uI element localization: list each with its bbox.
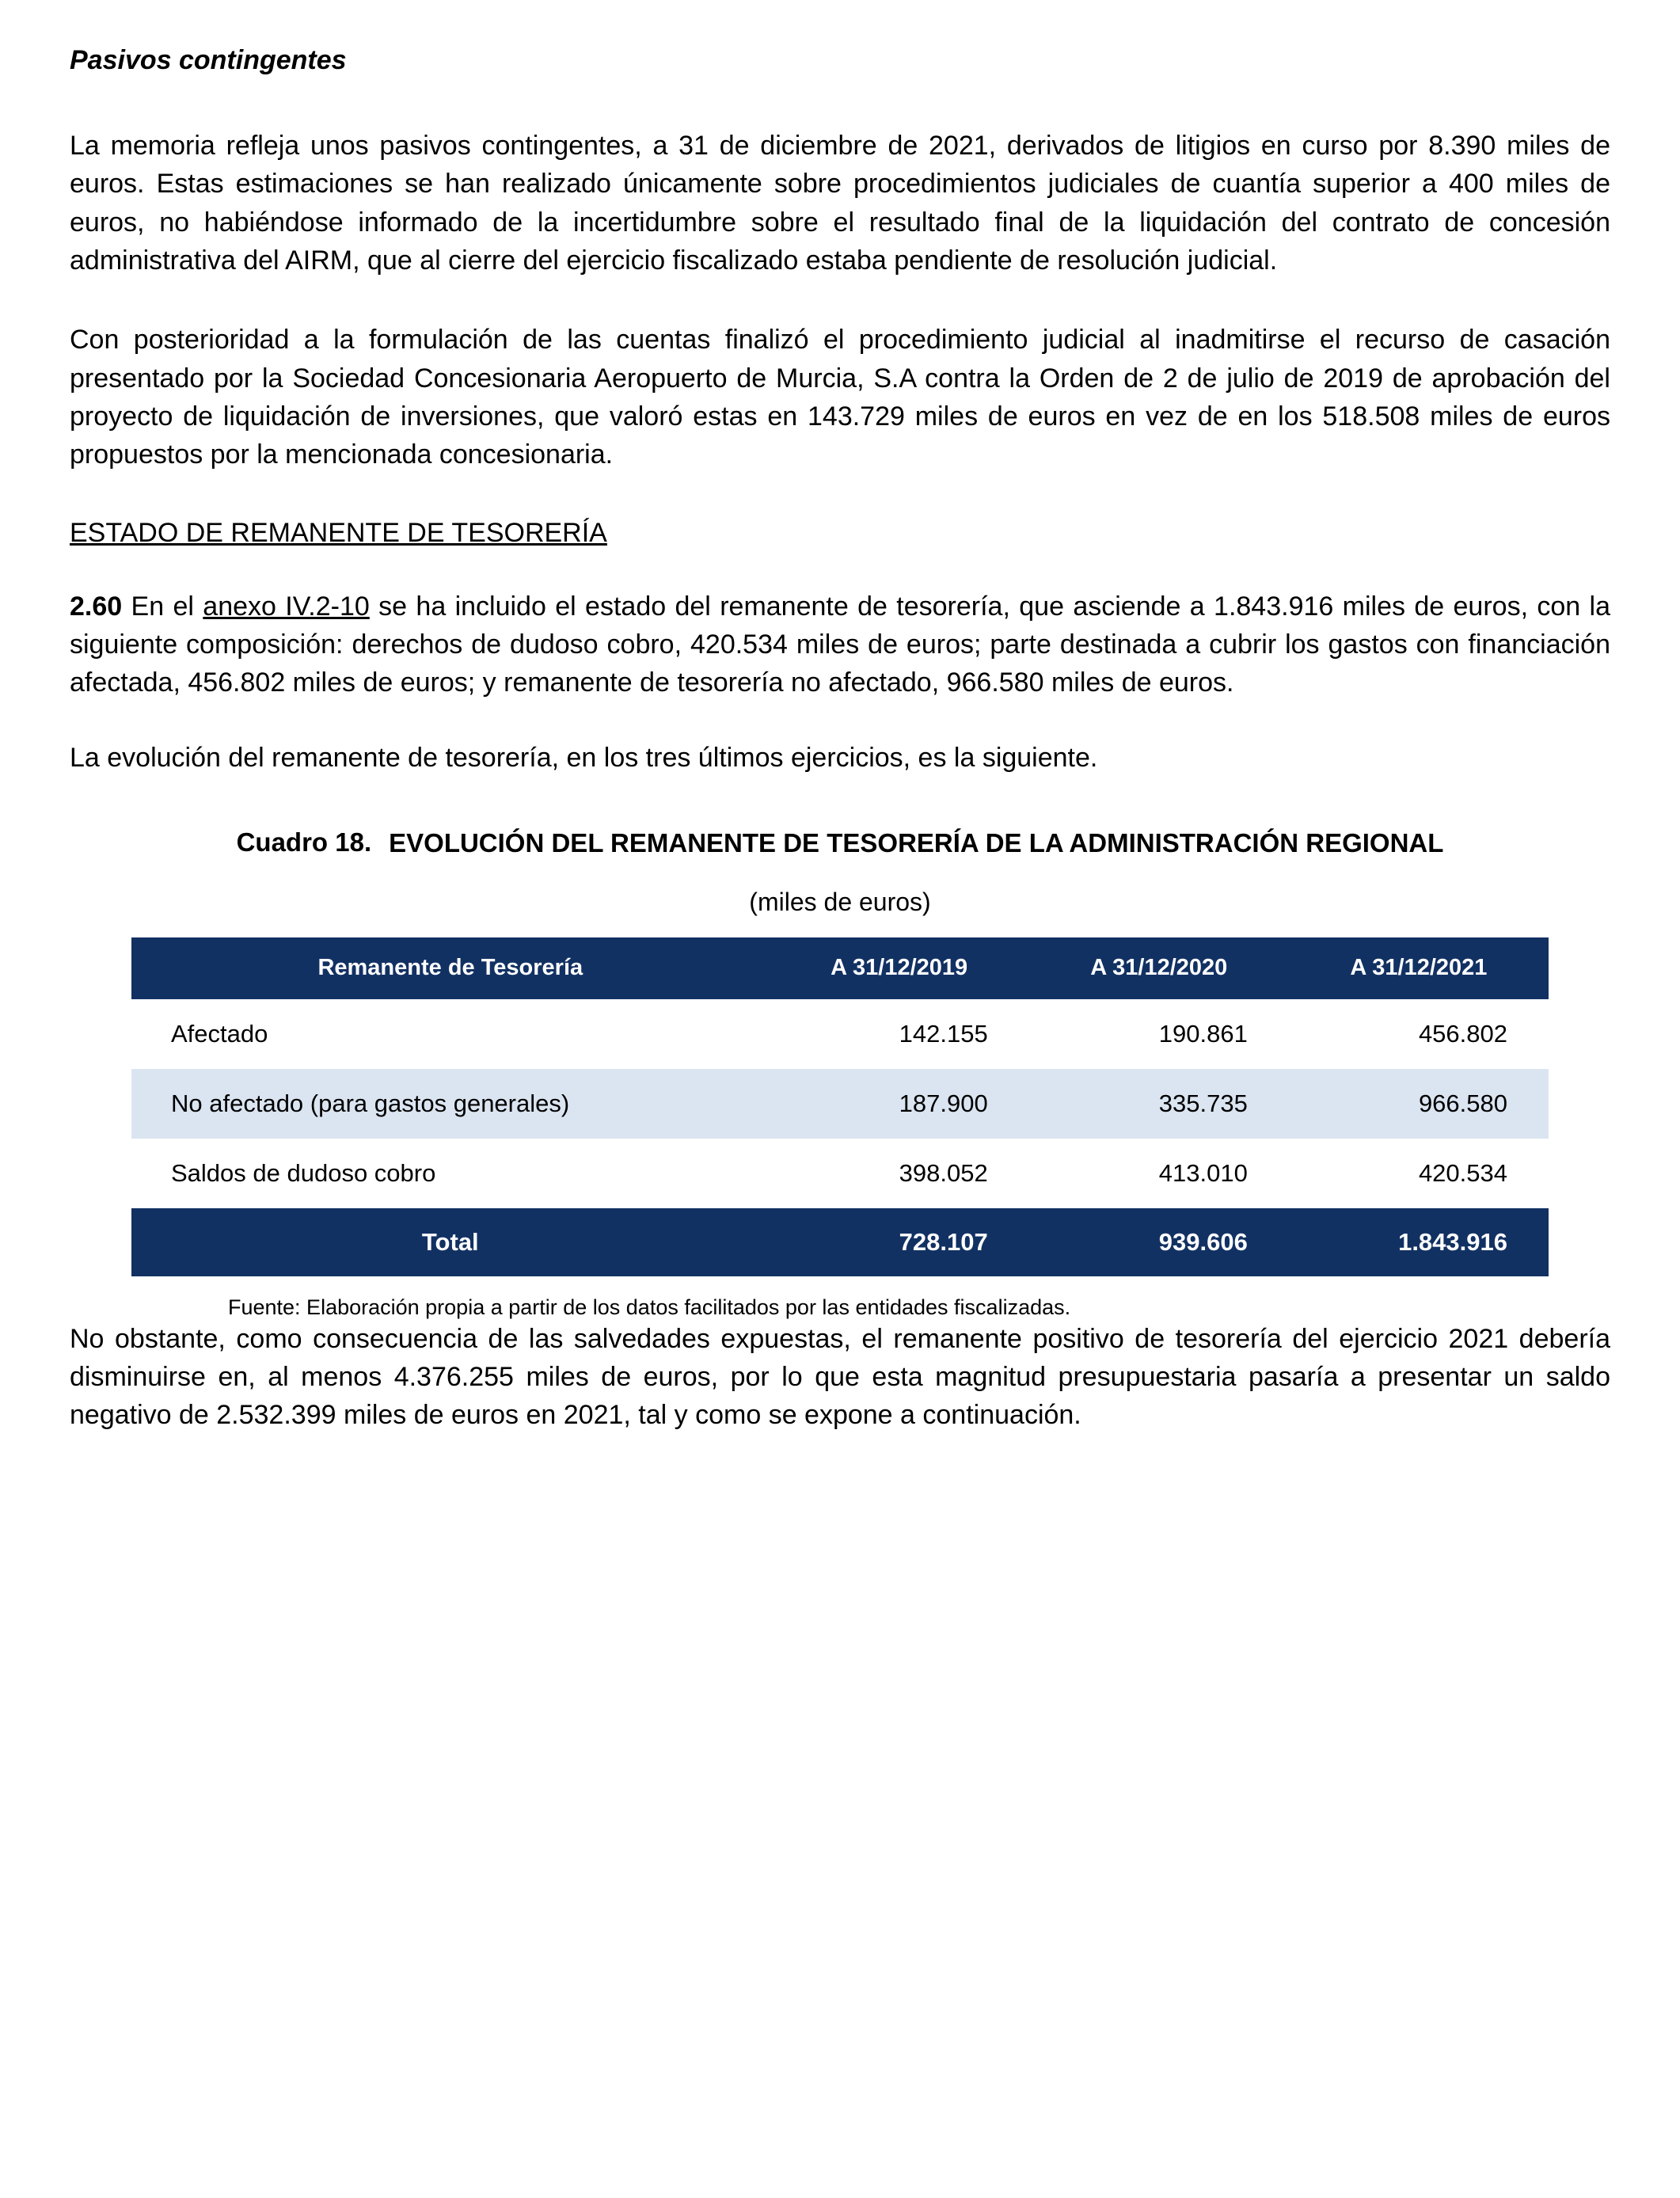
row-value-2019: 187.900	[770, 1069, 1029, 1139]
table-total-row	[131, 1208, 1549, 1276]
row-value-2020: 190.861	[1158, 1019, 1248, 1048]
table-caption-label: Cuadro 18.	[236, 827, 372, 857]
table-caption-title: EVOLUCIÓN DEL REMANENTE DE TESORERÍA DE LA ADMINISTRACIÓN REGIONAL	[389, 827, 1444, 858]
paragraph-text-before-link: En el	[122, 591, 203, 622]
table-source-note: Fuente: Elaboración propia a partir de los datos facilitados por las entidades fiscalizadas.	[228, 1295, 1071, 1319]
table-header-row	[131, 937, 1549, 999]
paragraph-number: 2.60	[70, 591, 123, 622]
table-header-2021: A 31/12/2021	[1289, 937, 1549, 999]
row-label: Afectado	[171, 1019, 268, 1048]
table-units: (miles de euros)	[749, 887, 931, 916]
row-value-2019: 398.052	[899, 1158, 988, 1187]
paragraph-2-60	[70, 588, 1610, 702]
remanente-tesoreria-table	[131, 937, 1549, 1276]
table-row	[131, 1139, 1549, 1208]
total-value-2019: 728.107	[770, 1208, 1029, 1276]
anexo-link[interactable]: anexo IV.2-10	[203, 591, 370, 622]
table-body	[131, 999, 1549, 1276]
row-label: No afectado (para gastos generales)	[131, 1069, 770, 1139]
paragraph-text-after-link: se ha incluido el estado del remanente de tesorería, que asciende a 1.843.916 miles de euros, con la siguiente composición: derechos de dudoso cobro, 420.534 miles de euros; parte destinada a cubrir los gastos con financiación afectada, 456.802 miles de euros; y remanente de tesorería no afectado, 966.580 miles de euros.	[70, 591, 1610, 698]
paragraph-intro-tabla: La evolución del remanente de tesorería, en los tres últimos ejercicios, es la siguiente.	[70, 742, 1098, 773]
table-caption	[70, 826, 1610, 861]
paragraph-closing: No obstante, como consecuencia de las salvedades expuestas, el remanente positivo de tesorería del ejercicio 2021 debería disminuirse en, al menos 4.376.255 miles de euros, por lo que esta magnitud presupuestaria pasaría a presentar un saldo negativo de 2.532.399 miles de euros en 2021, tal y como se expone a continuación.	[70, 1323, 1610, 1431]
total-value-2021: 1.843.916	[1289, 1208, 1549, 1276]
paragraph-pasivos-contingentes-2: Con posterioridad a la formulación de las cuentas finalizó el procedimiento judicial al inadmitirse el recurso de casación presentado por la Sociedad Concesionaria Aeropuerto de Murcia, S.A contra la Orden de 2 de julio de 2019 de aprobación del proyecto de liquidación de inversiones, que valoró estas en 143.729 miles de euros en vez de en los 518.508 miles de euros propuestos por la mencionada concesionaria.	[70, 325, 1610, 470]
subsection-heading-remanente: ESTADO DE REMANENTE DE TESORERÍA	[70, 518, 607, 549]
table-row	[131, 1069, 1549, 1139]
table-head	[131, 937, 1549, 999]
row-value-2020: 335.735	[1029, 1069, 1289, 1139]
table-header-2019: A 31/12/2019	[770, 937, 1029, 999]
table-header-concept: Remanente de Tesorería	[131, 937, 770, 999]
table-header-2020: A 31/12/2020	[1029, 937, 1289, 999]
row-label: Saldos de dudoso cobro	[171, 1158, 436, 1187]
table-row	[131, 999, 1549, 1069]
section-heading: Pasivos contingentes	[70, 45, 347, 75]
row-value-2021: 456.802	[1418, 1019, 1507, 1048]
row-value-2021: 966.580	[1289, 1069, 1549, 1139]
total-label: Total	[131, 1208, 770, 1276]
paragraph-pasivos-contingentes-1: La memoria refleja unos pasivos contingentes, a 31 de diciembre de 2021, derivados de litigios en curso por 8.390 miles de euros. Estas estimaciones se han realizado únicamente sobre procedimientos judiciales de cuantía superior a 400 miles de euros, no habiéndose informado de la incertidumbre sobre el resultado final de la liquidación del contrato de concesión administrativa del AIRM, que al cierre del ejercicio fiscalizado estaba pendiente de resolución judicial.	[70, 131, 1610, 276]
row-value-2021: 420.534	[1418, 1158, 1507, 1187]
row-value-2019: 142.155	[899, 1019, 988, 1048]
row-value-2020: 413.010	[1158, 1158, 1248, 1187]
total-value-2020: 939.606	[1029, 1208, 1289, 1276]
